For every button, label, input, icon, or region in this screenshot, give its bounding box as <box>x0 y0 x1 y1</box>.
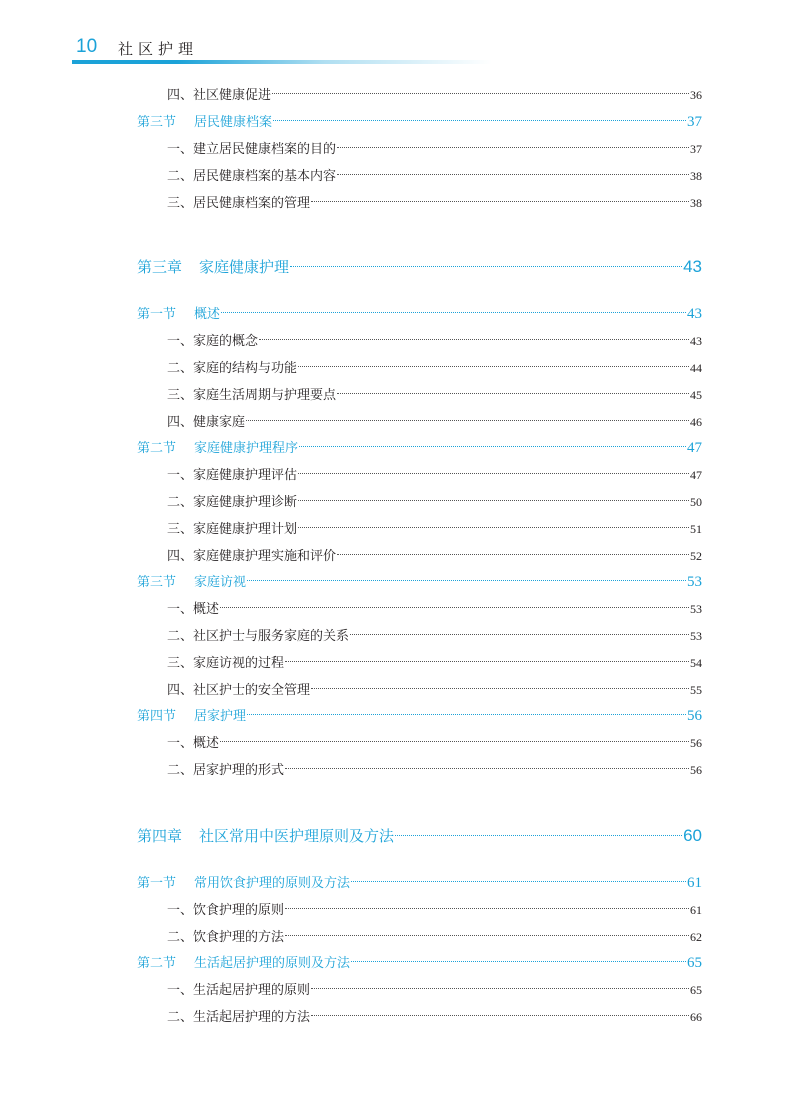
toc-entry-title: 家庭健康护理诊断 <box>193 495 298 510</box>
toc-entry-label: 三、 <box>167 522 194 537</box>
toc-entry-page: 43 <box>690 334 702 348</box>
toc-entry-page: 65 <box>687 955 702 971</box>
toc-entry-page: 47 <box>687 440 702 456</box>
toc-entry-label: 一、 <box>167 602 194 617</box>
dot-leader <box>247 580 686 581</box>
toc-entry-title: 社区护士的安全管理 <box>193 683 311 698</box>
toc-entry-title: 常用饮食护理的原则及方法 <box>194 876 351 891</box>
toc-entry-title: 社区护士与服务家庭的关系 <box>193 629 350 644</box>
toc-entry-page: 66 <box>690 1010 702 1024</box>
toc-entry-page: 50 <box>690 495 702 509</box>
dot-leader <box>298 500 689 501</box>
toc-entry-label: 第四节 <box>137 709 177 724</box>
toc-entry-label: 一、 <box>167 903 194 918</box>
toc-item <box>0 138 800 160</box>
dot-leader <box>311 688 689 689</box>
toc-entry-label: 三、 <box>167 196 194 211</box>
toc-entry-page: 53 <box>687 574 702 590</box>
toc-entry-title: 家庭的结构与功能 <box>193 361 298 376</box>
toc-entry-title: 社区常用中医护理原则及方法 <box>199 827 395 845</box>
toc-entry-label: 一、 <box>167 983 194 998</box>
toc-entry-label: 第一节 <box>137 307 177 322</box>
toc-item <box>0 464 800 486</box>
dot-leader <box>395 835 682 836</box>
toc-entry-label: 四、 <box>167 88 194 103</box>
toc-entry-label: 三、 <box>167 656 194 671</box>
toc-entry-title: 家庭健康护理评估 <box>193 468 298 483</box>
toc-entry-label: 二、 <box>167 361 194 376</box>
dot-leader <box>273 120 686 121</box>
toc-entry-label: 一、 <box>167 334 194 349</box>
toc-entry-title: 家庭健康护理实施和评价 <box>193 549 337 564</box>
toc-entry-label: 四、 <box>167 549 194 564</box>
toc-entry-title: 家庭访视的过程 <box>193 656 285 671</box>
toc-entry-page: 53 <box>690 602 702 616</box>
dot-leader <box>298 527 689 528</box>
toc-item <box>0 357 800 379</box>
toc-chapter <box>0 825 800 847</box>
toc-entry-page: 51 <box>690 522 702 536</box>
toc-entry-page: 43 <box>687 306 702 322</box>
dot-leader <box>337 174 689 175</box>
dot-leader <box>299 446 686 447</box>
toc-entry-page: 56 <box>690 763 702 777</box>
toc-item <box>0 384 800 406</box>
toc-entry-label: 第二节 <box>137 441 177 456</box>
dot-leader <box>246 420 689 421</box>
toc-entry-page: 53 <box>690 629 702 643</box>
dot-leader <box>290 266 682 267</box>
toc-entry-page: 43 <box>683 257 702 276</box>
toc-item <box>0 545 800 567</box>
toc-item <box>0 84 800 106</box>
dot-leader <box>351 881 686 882</box>
toc-entry-label: 一、 <box>167 468 194 483</box>
toc-entry-page: 37 <box>687 114 702 130</box>
toc-entry-page: 62 <box>690 930 702 944</box>
toc-entry-page: 65 <box>690 983 702 997</box>
page-header <box>72 36 492 66</box>
toc-item <box>0 679 800 701</box>
toc-entry-label: 二、 <box>167 629 194 644</box>
toc-entry-title: 居民健康档案的管理 <box>193 196 311 211</box>
toc-item <box>0 926 800 948</box>
dot-leader <box>351 961 686 962</box>
dot-leader <box>337 554 689 555</box>
toc-entry-page: 44 <box>690 361 702 375</box>
dot-leader <box>298 473 689 474</box>
dot-leader <box>285 661 689 662</box>
toc-entry-page: 56 <box>690 736 702 750</box>
toc-entry-page: 54 <box>690 656 702 670</box>
toc-entry-label: 第二节 <box>137 956 177 971</box>
toc-entry-page: 38 <box>690 196 702 210</box>
toc-entry-title: 概述 <box>193 736 220 751</box>
toc-entry-page: 61 <box>687 875 702 891</box>
toc-entry-page: 47 <box>690 468 702 482</box>
running-title: 社区护理 <box>118 40 199 58</box>
dot-leader <box>311 1015 689 1016</box>
toc-entry-label: 二、 <box>167 1010 194 1025</box>
toc-entry-label: 二、 <box>167 930 194 945</box>
toc-item <box>0 1006 800 1028</box>
toc-entry-page: 52 <box>690 549 702 563</box>
toc-section <box>0 571 800 593</box>
toc-entry-title: 生活起居护理的原则 <box>193 983 311 998</box>
toc-section <box>0 872 800 894</box>
toc-entry-title: 居民健康档案的基本内容 <box>193 169 337 184</box>
toc-entry-page: 45 <box>690 388 702 402</box>
toc-entry-page: 46 <box>690 415 702 429</box>
toc-entry-label: 二、 <box>167 763 194 778</box>
dot-leader <box>337 393 689 394</box>
toc-entry-label: 四、 <box>167 683 194 698</box>
toc-entry-label: 二、 <box>167 169 194 184</box>
header-rule <box>72 60 492 64</box>
dot-leader <box>285 908 689 909</box>
toc-entry-title: 家庭健康护理计划 <box>193 522 298 537</box>
toc-item <box>0 192 800 214</box>
toc-section <box>0 705 800 727</box>
toc-entry-title: 家庭的概念 <box>193 334 259 349</box>
toc-entry-title: 概述 <box>193 602 220 617</box>
toc-item <box>0 491 800 513</box>
toc-item <box>0 411 800 433</box>
toc-entry-label: 第一节 <box>137 876 177 891</box>
toc-entry-label: 第三节 <box>137 575 177 590</box>
toc-entry-title: 建立居民健康档案的目的 <box>193 142 337 157</box>
dot-leader <box>350 634 689 635</box>
toc-chapter <box>0 256 800 278</box>
toc-item <box>0 759 800 781</box>
toc-entry-title: 生活起居护理的方法 <box>193 1010 311 1025</box>
toc-section <box>0 111 800 133</box>
dot-leader <box>247 714 686 715</box>
toc-section <box>0 437 800 459</box>
toc-item <box>0 518 800 540</box>
dot-leader <box>221 312 686 313</box>
toc-entry-label: 第三节 <box>137 115 177 130</box>
toc-entry-title: 居民健康档案 <box>194 115 273 130</box>
toc-item <box>0 732 800 754</box>
dot-leader <box>259 339 689 340</box>
dot-leader <box>337 147 689 148</box>
toc-item <box>0 979 800 1001</box>
toc-entry-label: 第三章 <box>137 258 183 276</box>
dot-leader <box>285 768 689 769</box>
dot-leader <box>220 607 689 608</box>
toc-entry-title: 家庭健康护理程序 <box>194 441 299 456</box>
toc-section <box>0 952 800 974</box>
dot-leader <box>285 935 689 936</box>
toc-entry-title: 饮食护理的原则 <box>193 903 285 918</box>
toc-entry-title: 家庭健康护理 <box>199 258 290 276</box>
toc-entry-title: 生活起居护理的原则及方法 <box>194 956 351 971</box>
toc-entry-label: 一、 <box>167 142 194 157</box>
toc-entry-label: 四、 <box>167 415 194 430</box>
toc-item <box>0 165 800 187</box>
toc-item <box>0 598 800 620</box>
toc-entry-title: 家庭访视 <box>194 575 247 590</box>
toc-entry-label: 二、 <box>167 495 194 510</box>
toc-item <box>0 652 800 674</box>
dot-leader <box>311 988 689 989</box>
toc-entry-page: 61 <box>690 903 702 917</box>
toc-entry-title: 居家护理的形式 <box>193 763 285 778</box>
toc-entry-title: 居家护理 <box>194 709 247 724</box>
toc-item <box>0 330 800 352</box>
toc-entry-label: 一、 <box>167 736 194 751</box>
toc-entry-page: 37 <box>690 142 702 156</box>
dot-leader <box>220 741 689 742</box>
toc-item <box>0 899 800 921</box>
page-number: 10 <box>76 36 98 57</box>
toc-item <box>0 625 800 647</box>
dot-leader <box>272 93 689 94</box>
toc-entry-title: 家庭生活周期与护理要点 <box>193 388 337 403</box>
toc-entry-page: 56 <box>687 708 702 724</box>
toc-entry-label: 第四章 <box>137 827 183 845</box>
toc-entry-page: 36 <box>690 88 702 102</box>
toc-entry-title: 饮食护理的方法 <box>193 930 285 945</box>
toc-entry-title: 健康家庭 <box>193 415 246 430</box>
toc-entry-title: 概述 <box>194 307 221 322</box>
dot-leader <box>311 201 689 202</box>
toc-entry-page: 55 <box>690 683 702 697</box>
toc-entry-page: 38 <box>690 169 702 183</box>
toc-entry-title: 社区健康促进 <box>193 88 272 103</box>
toc-entry-label: 三、 <box>167 388 194 403</box>
toc-section <box>0 303 800 325</box>
dot-leader <box>298 366 689 367</box>
toc-entry-page: 60 <box>683 826 702 845</box>
